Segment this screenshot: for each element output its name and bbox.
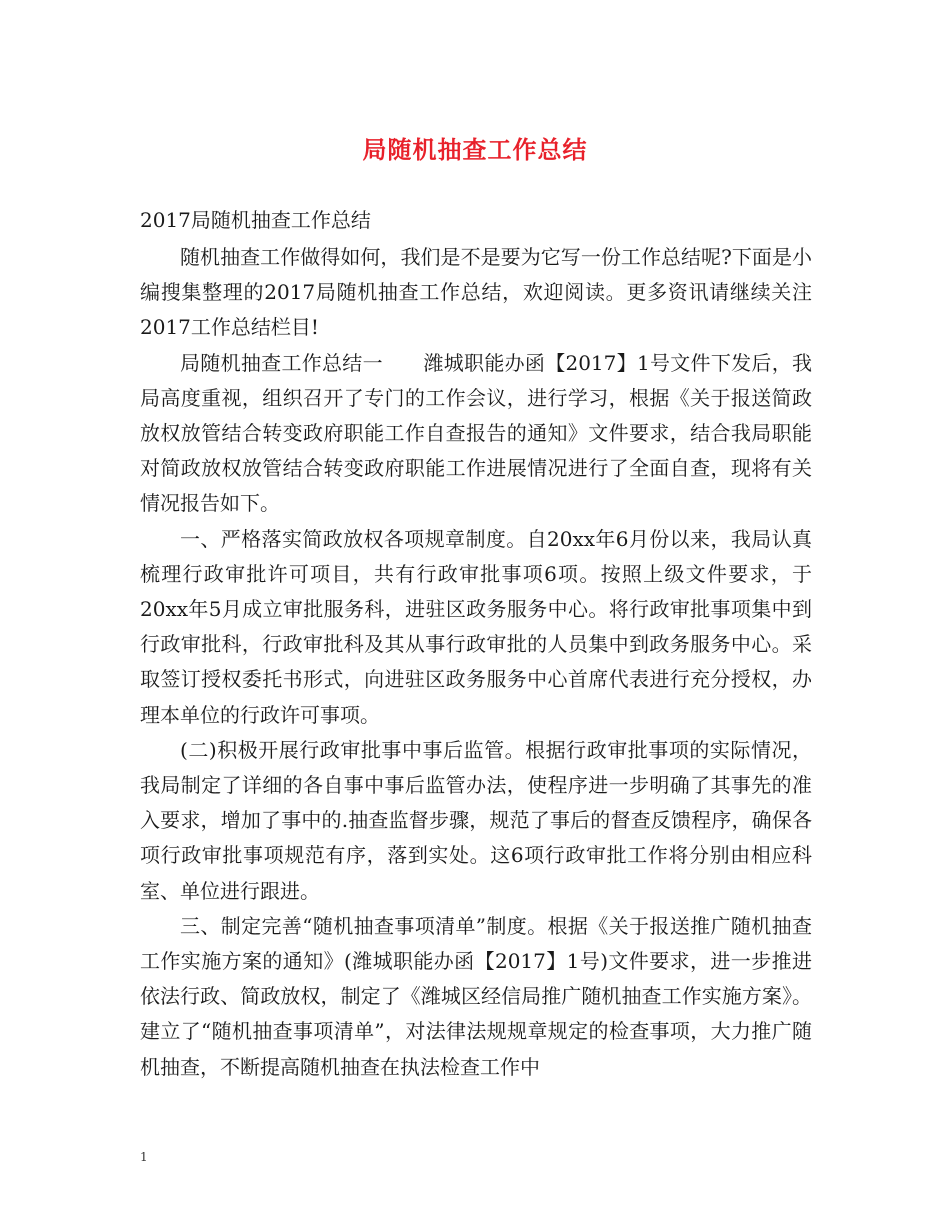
paragraph-section-one: 一、严格落实简政放权各项规章制度。自20xx年6月份以来，我局认真梳理行政审批许可项目，共有行政审批事项6项。按照上级文件要求，于20xx年5月成立审批服务科，进驻区政务服务中心。将行政审批事项集中到行政审批科，行政审批科及其从事行政审批的人员集中到政务服务中心。采取签订授权委托书形式，向进驻区政务服务中心首席代表进行充分授权，办理本单位的行政许可事项。 [140, 526, 812, 727]
document-title: 局随机抽查工作总结 [362, 136, 588, 164]
paragraph-intro: 随机抽查工作做得如何，我们是不是要为它写一份工作总结呢?下面是小编搜集整理的2017局随机抽查工作总结，欢迎阅读。更多资讯请继续关注2017工作总结栏目! [140, 245, 812, 340]
document-body [140, 240, 812, 1085]
paragraph-summary-one: 局随机抽查工作总结一 潍城职能办函【2017】1号文件下发后，我局高度重视，组织召开了专门的工作会议，进行学习，根据《关于报送简政放权放管结合转变政府职能工作自查报告的通知》文件要求，结合我局职能对简政放权放管结合转变政府职能工作进展情况进行了全面自查，现将有关情况报告如下。 [140, 350, 812, 516]
document-subtitle: 2017局随机抽查工作总结 [140, 208, 371, 232]
page-number: 1 [140, 1150, 148, 1164]
paragraph-section-two: (二)积极开展行政审批事中事后监管。根据行政审批事项的实际情况，我局制定了详细的各自事中事后监管办法，使程序进一步明确了其事先的准入要求，增加了事中的.抽查监督步骤，规范了事后的督查反馈程序，确保各项行政审批事项规范有序，落到实处。这6项行政审批工作将分别由相应科室、单位进行跟进。 [140, 737, 812, 903]
paragraph-section-three: 三、制定完善“随机抽查事项清单”制度。根据《关于报送推广随机抽查工作实施方案的通知》(潍城职能办函【2017】1号)文件要求，进一步推进依法行政、简政放权，制定了《潍城区经信局推广随机抽查工作实施方案》。建立了“随机抽查事项清单”，对法律法规规章规定的检查事项，大力推广随机抽查，不断提高随机抽查在执法检查工作中 [140, 913, 812, 1079]
